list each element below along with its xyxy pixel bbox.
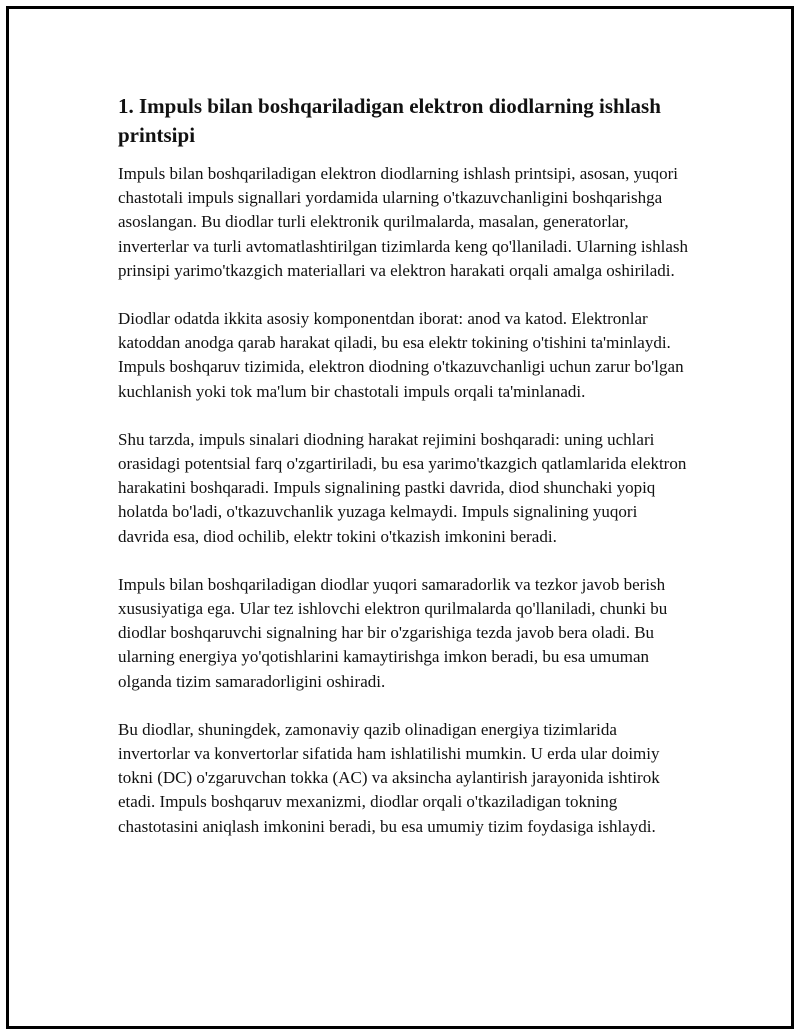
document-body xyxy=(118,92,690,839)
paragraph-4: Impuls bilan boshqariladigan diodlar yuqori samaradorlik va tezkor javob berish xususiyatiga ega. Ular tez ishlovchi elektron qurilmalarda qo'llaniladi, chunki bu diodlar boshqaruvchi signalning har bir o'zgarishiga tezda javob bera oladi. Bu ularning energiya yo'qotishlarini kamaytirishga imkon beradi, bu esa umuman olganda tizim samaradorligini oshiradi. xyxy=(118,574,668,691)
paragraph-1: Impuls bilan boshqariladigan elektron diodlarning ishlash printsipi, asosan, yuqori chastotali impuls signallari yordamida ularning o'tkazuvchanligini boshqarishga asoslangan. Bu diodlar turli elektronik qurilmalarda, masalan, generatorlar, inverterlar va turli avtomatlashtirilgan tizimlarda keng qo'llaniladi. Ularning ishlash prinsipi yarimo'tkazgich materiallari va elektron harakati orqali amalga oshiriladi. xyxy=(118,164,689,280)
paragraph-3: Shu tarzda, impuls sinalari diodning harakat rejimini boshqaradi: uning uchlari orasidagi potentsial farq o'zgartiriladi, bu esa yarimo'tkazgich qatlamlarida elektron harakatini boshqaradi. Impuls signalining pastki davrida, diod shunchaki yopiq holatda bo'ladi, o'tkazuvchanlik yuzaga kelmaydi. Impuls signalining yuqori davrida esa, diod ochilib, elektr tokini o'tkazish imkonini beradi. xyxy=(118,429,687,546)
paragraph-5: Bu diodlar, shuningdek, zamonaviy qazib olinadigan energiya tizimlarida invertorlar va konvertorlar sifatida ham ishlatilishi mumkin. U erda ular doimiy tokni (DC) o'zgaruvchan tokka (AC) va aksincha aylantirish jarayonida ishtirok etadi. Impuls boshqaruv mexanizmi, diodlar orqali o'tkaziladigan tokning chastotasini aniqlash imkonini beradi, bu esa umumiy tizim foydasiga ishlaydi. xyxy=(118,719,660,836)
paragraph-2: Diodlar odatda ikkita asosiy komponentdan iborat: anod va katod. Elektronlar katoddan anodga qarab harakat qiladi, bu esa elektr tokining o'tishini ta'minlaydi. Impuls boshqaruv tizimida, elektron diodning o'tkazuvchanligi uchun zarur bo'lgan kuchlanish yoki tok ma'lum bir chastotali impuls orqali ta'minlanadi. xyxy=(118,309,684,401)
section-title: 1. Impuls bilan boshqariladigan elektron diodlarning ishlash printsipi xyxy=(118,94,661,147)
